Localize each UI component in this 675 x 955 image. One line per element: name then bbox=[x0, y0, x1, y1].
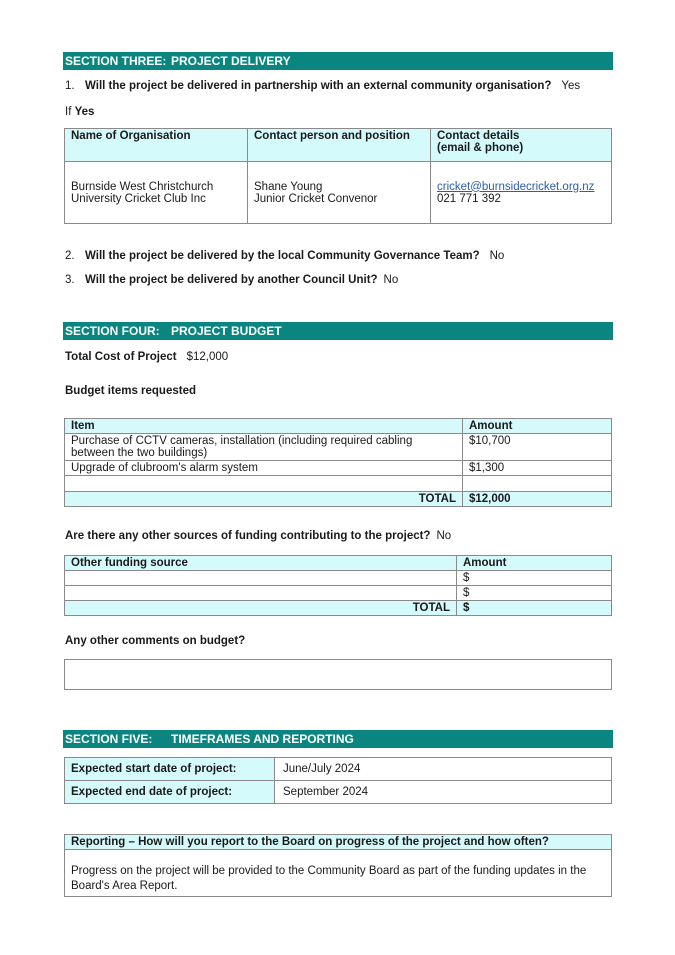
col-header: Name of Organisation bbox=[65, 129, 248, 162]
reporting-label: Reporting – How will you report to the Board on progress of the project and how often? bbox=[65, 835, 612, 850]
if-yes-label bbox=[65, 106, 94, 118]
org-name-line: University Cricket Club Inc bbox=[71, 192, 206, 205]
section-four-header bbox=[63, 322, 613, 340]
question-1 bbox=[65, 80, 580, 92]
comments-label: Any other comments on budget? bbox=[65, 635, 246, 647]
section-title: PROJECT DELIVERY bbox=[171, 54, 291, 68]
col-header: Amount bbox=[463, 419, 612, 434]
total-cost-value: $12,000 bbox=[186, 351, 229, 363]
funding-table bbox=[64, 555, 612, 616]
item-cell: Upgrade of clubroom's alarm system bbox=[65, 461, 463, 476]
amount-cell bbox=[463, 476, 612, 492]
amount-cell[interactable]: $ bbox=[457, 571, 612, 586]
reporting-table bbox=[64, 834, 612, 897]
phone-number: 021 771 392 bbox=[437, 192, 501, 205]
question-number: 2. bbox=[65, 250, 75, 262]
total-row bbox=[65, 492, 612, 507]
item-cell bbox=[65, 476, 463, 492]
question-answer: No bbox=[436, 530, 452, 542]
question-text: Will the project be delivered in partnership with an external community organisation? bbox=[85, 80, 552, 92]
organisation-table bbox=[64, 128, 612, 224]
section-title: PROJECT BUDGET bbox=[171, 324, 282, 338]
col-header: Item bbox=[65, 419, 463, 434]
source-cell[interactable] bbox=[65, 586, 457, 601]
contact-name: Shane Young bbox=[254, 180, 323, 193]
table-row bbox=[65, 571, 612, 586]
total-cost bbox=[65, 351, 228, 363]
question-text: Are there any other sources of funding contributing to the project? bbox=[65, 530, 431, 542]
question-answer: No bbox=[489, 250, 505, 262]
col-header: Other funding source bbox=[65, 556, 457, 571]
source-cell[interactable] bbox=[65, 571, 457, 586]
question-number: 3. bbox=[65, 274, 75, 286]
question-answer: Yes bbox=[561, 80, 581, 92]
section-five-header bbox=[63, 730, 613, 748]
question-number: 1. bbox=[65, 80, 75, 92]
email-link[interactable]: cricket@burnsidecricket.org.nz bbox=[437, 180, 595, 193]
section-number: SECTION FOUR: bbox=[65, 324, 160, 338]
amount-cell: $10,700 bbox=[463, 434, 612, 461]
question-text: Will the project be delivered by another Council Unit? bbox=[85, 274, 378, 286]
col-header-line: Contact details bbox=[437, 130, 520, 142]
section-number: SECTION FIVE: bbox=[65, 732, 153, 746]
if-prefix: If bbox=[65, 106, 72, 118]
timeframes-table bbox=[64, 757, 612, 804]
other-funding-question bbox=[65, 530, 451, 542]
question-text: Will the project be delivered by the local Community Governance Team? bbox=[85, 250, 480, 262]
section-three-header bbox=[63, 52, 613, 70]
item-cell: Purchase of CCTV cameras, installation (including required cabling between the two buildings) bbox=[65, 434, 463, 461]
col-header: Contact person and position bbox=[248, 129, 431, 162]
table-row bbox=[65, 586, 612, 601]
org-name-cell bbox=[65, 162, 248, 224]
total-value: $12,000 bbox=[463, 492, 612, 507]
contact-details-cell bbox=[431, 162, 612, 224]
budget-table bbox=[64, 418, 612, 507]
end-date-value[interactable]: September 2024 bbox=[275, 781, 612, 804]
comments-field[interactable] bbox=[64, 659, 612, 690]
budget-items-label: Budget items requested bbox=[65, 385, 196, 397]
col-header-line: (email & phone) bbox=[437, 142, 524, 154]
table-row bbox=[65, 434, 612, 461]
contact-person-cell bbox=[248, 162, 431, 224]
col-header bbox=[431, 129, 612, 162]
total-value: $ bbox=[457, 601, 612, 616]
start-date-value[interactable]: June/July 2024 bbox=[275, 758, 612, 781]
org-name-line: Burnside West Christchurch bbox=[71, 180, 214, 193]
contact-position: Junior Cricket Convenor bbox=[254, 192, 378, 205]
total-label: TOTAL bbox=[65, 492, 463, 507]
total-row bbox=[65, 601, 612, 616]
table-row bbox=[65, 461, 612, 476]
total-label: TOTAL bbox=[65, 601, 457, 616]
col-header: Amount bbox=[457, 556, 612, 571]
if-yes: Yes bbox=[74, 106, 95, 118]
end-date-label: Expected end date of project: bbox=[65, 781, 275, 804]
question-2 bbox=[65, 250, 504, 262]
total-cost-label: Total Cost of Project bbox=[65, 351, 177, 363]
reporting-value[interactable]: Progress on the project will be provided to the Community Board as part of the funding updates in the Board's Area Report. bbox=[65, 850, 612, 897]
section-number: SECTION THREE: bbox=[65, 54, 167, 68]
section-title: TIMEFRAMES AND REPORTING bbox=[171, 732, 354, 746]
amount-cell: $1,300 bbox=[463, 461, 612, 476]
amount-cell[interactable]: $ bbox=[457, 586, 612, 601]
question-answer: No bbox=[383, 274, 399, 286]
question-3 bbox=[65, 274, 398, 286]
start-date-label: Expected start date of project: bbox=[65, 758, 275, 781]
table-row bbox=[65, 476, 612, 492]
